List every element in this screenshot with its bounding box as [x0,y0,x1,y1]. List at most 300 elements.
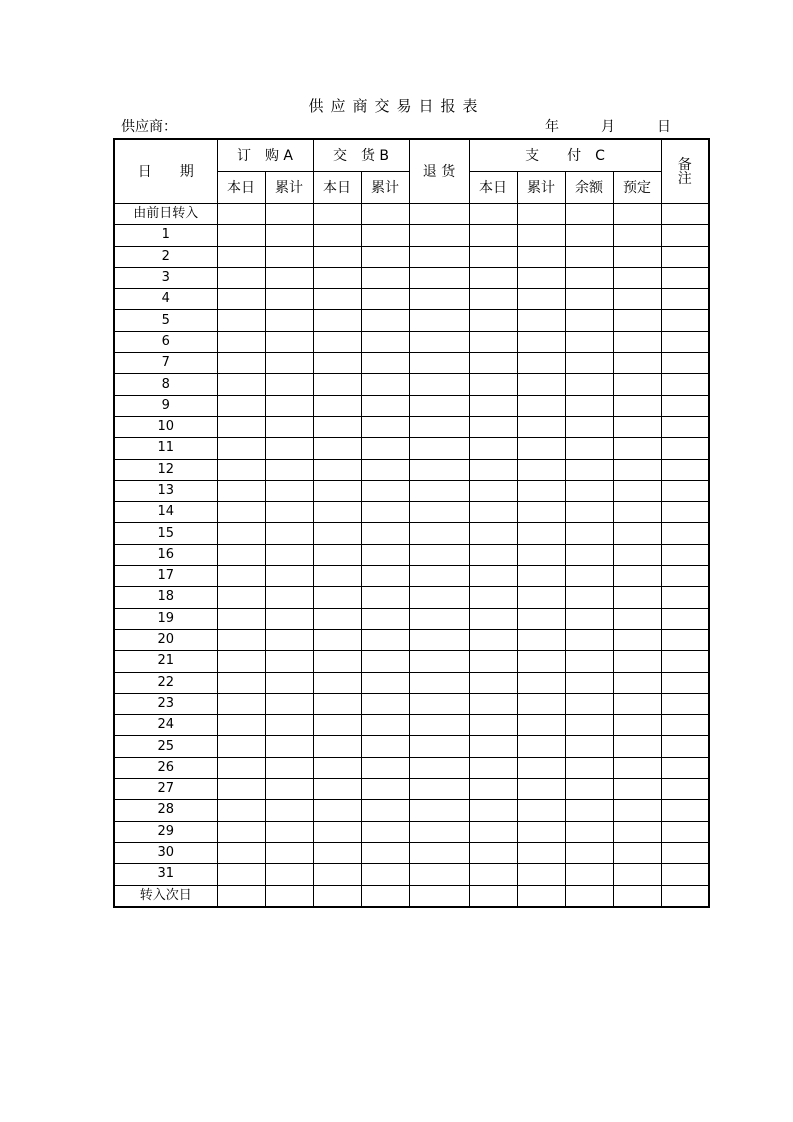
table-cell[interactable] [469,566,517,587]
table-cell[interactable] [469,459,517,480]
table-cell[interactable] [517,566,565,587]
table-cell[interactable] [265,693,313,714]
table-cell[interactable] [517,821,565,842]
table-cell[interactable] [469,267,517,288]
table-cell[interactable] [265,544,313,565]
table-cell[interactable] [469,651,517,672]
table-cell[interactable] [361,672,409,693]
table-cell[interactable] [469,779,517,800]
table-cell[interactable] [217,779,265,800]
table-cell[interactable] [565,587,613,608]
table-cell[interactable] [217,395,265,416]
table-cell[interactable] [613,353,661,374]
table-cell[interactable] [217,757,265,778]
table-cell[interactable] [409,331,469,352]
table-cell[interactable] [469,757,517,778]
table-cell[interactable] [217,544,265,565]
table-cell[interactable] [613,842,661,863]
table-cell[interactable] [313,693,361,714]
table-cell[interactable] [613,395,661,416]
table-cell[interactable] [409,779,469,800]
table-cell[interactable] [517,800,565,821]
table-cell[interactable] [469,416,517,437]
table-cell[interactable] [313,779,361,800]
table-cell[interactable] [409,842,469,863]
table-cell[interactable] [469,246,517,267]
table-cell[interactable] [313,715,361,736]
table-cell[interactable] [313,821,361,842]
table-cell[interactable] [409,459,469,480]
table-cell[interactable] [409,353,469,374]
table-cell[interactable] [565,502,613,523]
table-cell[interactable] [265,289,313,310]
table-cell[interactable] [265,885,313,907]
table-cell[interactable] [217,416,265,437]
table-cell[interactable] [565,672,613,693]
table-cell[interactable] [409,204,469,225]
table-cell[interactable] [265,331,313,352]
table-cell[interactable] [361,566,409,587]
table-cell[interactable] [409,480,469,501]
table-cell[interactable] [517,864,565,885]
table-cell[interactable] [661,374,709,395]
table-cell[interactable] [517,459,565,480]
table-cell[interactable] [565,267,613,288]
table-cell[interactable] [217,587,265,608]
table-cell[interactable] [265,757,313,778]
table-cell[interactable] [613,374,661,395]
table-cell[interactable] [265,821,313,842]
table-cell[interactable] [265,310,313,331]
table-cell[interactable] [613,416,661,437]
table-cell[interactable] [517,353,565,374]
table-cell[interactable] [361,779,409,800]
table-cell[interactable] [265,736,313,757]
table-cell[interactable] [313,310,361,331]
table-cell[interactable] [409,310,469,331]
table-cell[interactable] [217,374,265,395]
table-cell[interactable] [409,800,469,821]
table-cell[interactable] [565,480,613,501]
table-cell[interactable] [361,885,409,907]
table-cell[interactable] [265,523,313,544]
table-cell[interactable] [265,267,313,288]
table-cell[interactable] [661,587,709,608]
table-cell[interactable] [661,204,709,225]
table-cell[interactable] [361,736,409,757]
table-cell[interactable] [409,651,469,672]
table-cell[interactable] [565,779,613,800]
table-cell[interactable] [469,672,517,693]
table-cell[interactable] [613,779,661,800]
table-cell[interactable] [265,779,313,800]
table-cell[interactable] [565,416,613,437]
table-cell[interactable] [361,800,409,821]
table-cell[interactable] [613,331,661,352]
table-cell[interactable] [469,608,517,629]
table-cell[interactable] [565,204,613,225]
table-cell[interactable] [217,289,265,310]
table-cell[interactable] [217,715,265,736]
table-cell[interactable] [613,544,661,565]
table-cell[interactable] [565,757,613,778]
table-cell[interactable] [517,523,565,544]
table-cell[interactable] [517,289,565,310]
table-cell[interactable] [661,629,709,650]
table-cell[interactable] [565,459,613,480]
table-cell[interactable] [361,480,409,501]
table-cell[interactable] [661,395,709,416]
table-cell[interactable] [217,267,265,288]
table-cell[interactable] [517,715,565,736]
table-cell[interactable] [265,566,313,587]
table-cell[interactable] [661,757,709,778]
table-cell[interactable] [361,416,409,437]
table-cell[interactable] [661,523,709,544]
table-cell[interactable] [217,885,265,907]
table-cell[interactable] [469,438,517,459]
table-cell[interactable] [517,693,565,714]
table-cell[interactable] [217,629,265,650]
table-cell[interactable] [469,225,517,246]
table-cell[interactable] [613,693,661,714]
table-cell[interactable] [361,502,409,523]
table-cell[interactable] [361,587,409,608]
table-cell[interactable] [517,608,565,629]
table-cell[interactable] [409,438,469,459]
table-cell[interactable] [217,566,265,587]
table-cell[interactable] [409,736,469,757]
table-cell[interactable] [469,736,517,757]
table-cell[interactable] [565,566,613,587]
table-cell[interactable] [217,246,265,267]
table-cell[interactable] [217,842,265,863]
table-cell[interactable] [361,353,409,374]
table-cell[interactable] [313,566,361,587]
table-cell[interactable] [517,779,565,800]
table-cell[interactable] [469,800,517,821]
table-cell[interactable] [217,353,265,374]
table-cell[interactable] [517,395,565,416]
table-cell[interactable] [469,864,517,885]
table-cell[interactable] [517,310,565,331]
table-cell[interactable] [613,885,661,907]
table-cell[interactable] [565,651,613,672]
table-cell[interactable] [409,672,469,693]
table-cell[interactable] [661,864,709,885]
table-cell[interactable] [517,438,565,459]
table-cell[interactable] [565,246,613,267]
table-cell[interactable] [613,480,661,501]
table-cell[interactable] [313,864,361,885]
table-cell[interactable] [517,480,565,501]
table-cell[interactable] [265,629,313,650]
table-cell[interactable] [517,416,565,437]
table-cell[interactable] [265,800,313,821]
table-cell[interactable] [469,331,517,352]
table-cell[interactable] [361,459,409,480]
table-cell[interactable] [217,523,265,544]
table-cell[interactable] [517,544,565,565]
table-cell[interactable] [661,715,709,736]
table-cell[interactable] [409,864,469,885]
table-cell[interactable] [565,331,613,352]
table-cell[interactable] [409,544,469,565]
table-cell[interactable] [613,246,661,267]
table-cell[interactable] [565,438,613,459]
table-cell[interactable] [517,225,565,246]
table-cell[interactable] [661,246,709,267]
table-cell[interactable] [565,736,613,757]
table-cell[interactable] [361,310,409,331]
table-cell[interactable] [313,651,361,672]
table-cell[interactable] [313,587,361,608]
table-cell[interactable] [361,374,409,395]
table-cell[interactable] [565,289,613,310]
table-cell[interactable] [565,608,613,629]
table-cell[interactable] [613,587,661,608]
table-cell[interactable] [661,608,709,629]
table-cell[interactable] [517,204,565,225]
table-cell[interactable] [361,544,409,565]
table-cell[interactable] [661,779,709,800]
table-cell[interactable] [469,715,517,736]
table-cell[interactable] [217,608,265,629]
table-cell[interactable] [361,395,409,416]
table-cell[interactable] [613,821,661,842]
table-cell[interactable] [565,310,613,331]
table-cell[interactable] [313,374,361,395]
table-cell[interactable] [565,544,613,565]
table-cell[interactable] [613,629,661,650]
table-cell[interactable] [409,374,469,395]
table-cell[interactable] [661,353,709,374]
table-cell[interactable] [469,310,517,331]
table-cell[interactable] [517,629,565,650]
table-cell[interactable] [409,523,469,544]
table-cell[interactable] [409,587,469,608]
table-cell[interactable] [265,204,313,225]
table-cell[interactable] [313,331,361,352]
table-cell[interactable] [469,629,517,650]
table-cell[interactable] [469,693,517,714]
table-cell[interactable] [613,672,661,693]
table-cell[interactable] [517,736,565,757]
table-cell[interactable] [265,587,313,608]
table-cell[interactable] [613,459,661,480]
table-cell[interactable] [613,566,661,587]
table-cell[interactable] [661,416,709,437]
table-cell[interactable] [613,715,661,736]
table-cell[interactable] [313,395,361,416]
table-cell[interactable] [313,225,361,246]
table-cell[interactable] [409,629,469,650]
table-cell[interactable] [661,438,709,459]
table-cell[interactable] [217,204,265,225]
table-cell[interactable] [313,246,361,267]
table-cell[interactable] [313,800,361,821]
table-cell[interactable] [409,757,469,778]
table-cell[interactable] [661,225,709,246]
table-cell[interactable] [613,757,661,778]
table-cell[interactable] [613,310,661,331]
table-cell[interactable] [361,204,409,225]
table-cell[interactable] [613,800,661,821]
table-cell[interactable] [565,629,613,650]
table-cell[interactable] [565,395,613,416]
table-cell[interactable] [469,204,517,225]
table-cell[interactable] [613,438,661,459]
table-cell[interactable] [409,566,469,587]
table-cell[interactable] [361,651,409,672]
table-cell[interactable] [361,715,409,736]
table-cell[interactable] [409,289,469,310]
table-cell[interactable] [409,395,469,416]
table-cell[interactable] [565,821,613,842]
table-cell[interactable] [313,672,361,693]
table-cell[interactable] [565,374,613,395]
table-cell[interactable] [469,544,517,565]
table-cell[interactable] [265,416,313,437]
table-cell[interactable] [517,502,565,523]
table-cell[interactable] [409,416,469,437]
table-cell[interactable] [613,864,661,885]
table-cell[interactable] [409,715,469,736]
table-cell[interactable] [661,480,709,501]
table-cell[interactable] [517,842,565,863]
table-cell[interactable] [613,267,661,288]
table-cell[interactable] [565,800,613,821]
table-cell[interactable] [661,651,709,672]
table-cell[interactable] [661,459,709,480]
table-cell[interactable] [469,523,517,544]
table-cell[interactable] [469,289,517,310]
table-cell[interactable] [517,885,565,907]
table-cell[interactable] [265,246,313,267]
table-cell[interactable] [217,480,265,501]
table-cell[interactable] [217,864,265,885]
table-cell[interactable] [265,864,313,885]
table-cell[interactable] [661,289,709,310]
table-cell[interactable] [265,842,313,863]
table-cell[interactable] [265,459,313,480]
table-cell[interactable] [661,502,709,523]
table-cell[interactable] [661,885,709,907]
table-cell[interactable] [265,672,313,693]
table-cell[interactable] [661,310,709,331]
table-cell[interactable] [613,204,661,225]
table-cell[interactable] [469,885,517,907]
table-cell[interactable] [217,821,265,842]
table-cell[interactable] [469,821,517,842]
table-cell[interactable] [469,395,517,416]
table-cell[interactable] [409,693,469,714]
table-cell[interactable] [361,225,409,246]
table-cell[interactable] [409,608,469,629]
table-cell[interactable] [265,651,313,672]
table-cell[interactable] [469,587,517,608]
table-cell[interactable] [265,480,313,501]
table-cell[interactable] [265,502,313,523]
table-cell[interactable] [661,821,709,842]
table-cell[interactable] [217,502,265,523]
table-cell[interactable] [517,672,565,693]
table-cell[interactable] [565,225,613,246]
table-cell[interactable] [265,225,313,246]
table-cell[interactable] [265,608,313,629]
table-cell[interactable] [409,821,469,842]
table-cell[interactable] [517,374,565,395]
table-cell[interactable] [613,608,661,629]
table-cell[interactable] [409,267,469,288]
table-cell[interactable] [361,757,409,778]
table-cell[interactable] [517,651,565,672]
table-cell[interactable] [361,629,409,650]
table-cell[interactable] [361,331,409,352]
table-cell[interactable] [361,267,409,288]
table-cell[interactable] [217,225,265,246]
table-cell[interactable] [313,608,361,629]
table-cell[interactable] [469,353,517,374]
table-cell[interactable] [313,267,361,288]
table-cell[interactable] [409,246,469,267]
table-cell[interactable] [517,587,565,608]
table-cell[interactable] [613,736,661,757]
table-cell[interactable] [469,502,517,523]
table-cell[interactable] [361,608,409,629]
table-cell[interactable] [565,842,613,863]
table-cell[interactable] [217,459,265,480]
table-cell[interactable] [313,204,361,225]
table-cell[interactable] [361,693,409,714]
table-cell[interactable] [469,374,517,395]
table-cell[interactable] [661,544,709,565]
table-cell[interactable] [661,693,709,714]
table-cell[interactable] [313,523,361,544]
table-cell[interactable] [409,502,469,523]
table-cell[interactable] [613,523,661,544]
table-cell[interactable] [217,651,265,672]
table-cell[interactable] [613,651,661,672]
table-cell[interactable] [265,715,313,736]
table-cell[interactable] [517,757,565,778]
table-cell[interactable] [313,459,361,480]
table-cell[interactable] [661,672,709,693]
table-cell[interactable] [517,331,565,352]
table-cell[interactable] [661,267,709,288]
table-cell[interactable] [409,225,469,246]
table-cell[interactable] [361,438,409,459]
table-cell[interactable] [409,885,469,907]
table-cell[interactable] [565,864,613,885]
table-cell[interactable] [313,353,361,374]
table-cell[interactable] [217,310,265,331]
table-cell[interactable] [565,353,613,374]
table-cell[interactable] [217,736,265,757]
table-cell[interactable] [661,331,709,352]
table-cell[interactable] [361,523,409,544]
table-cell[interactable] [565,885,613,907]
table-cell[interactable] [313,885,361,907]
table-cell[interactable] [361,821,409,842]
table-cell[interactable] [361,842,409,863]
table-cell[interactable] [313,736,361,757]
table-cell[interactable] [217,672,265,693]
table-cell[interactable] [313,544,361,565]
table-cell[interactable] [313,502,361,523]
table-cell[interactable] [565,693,613,714]
table-cell[interactable] [661,842,709,863]
